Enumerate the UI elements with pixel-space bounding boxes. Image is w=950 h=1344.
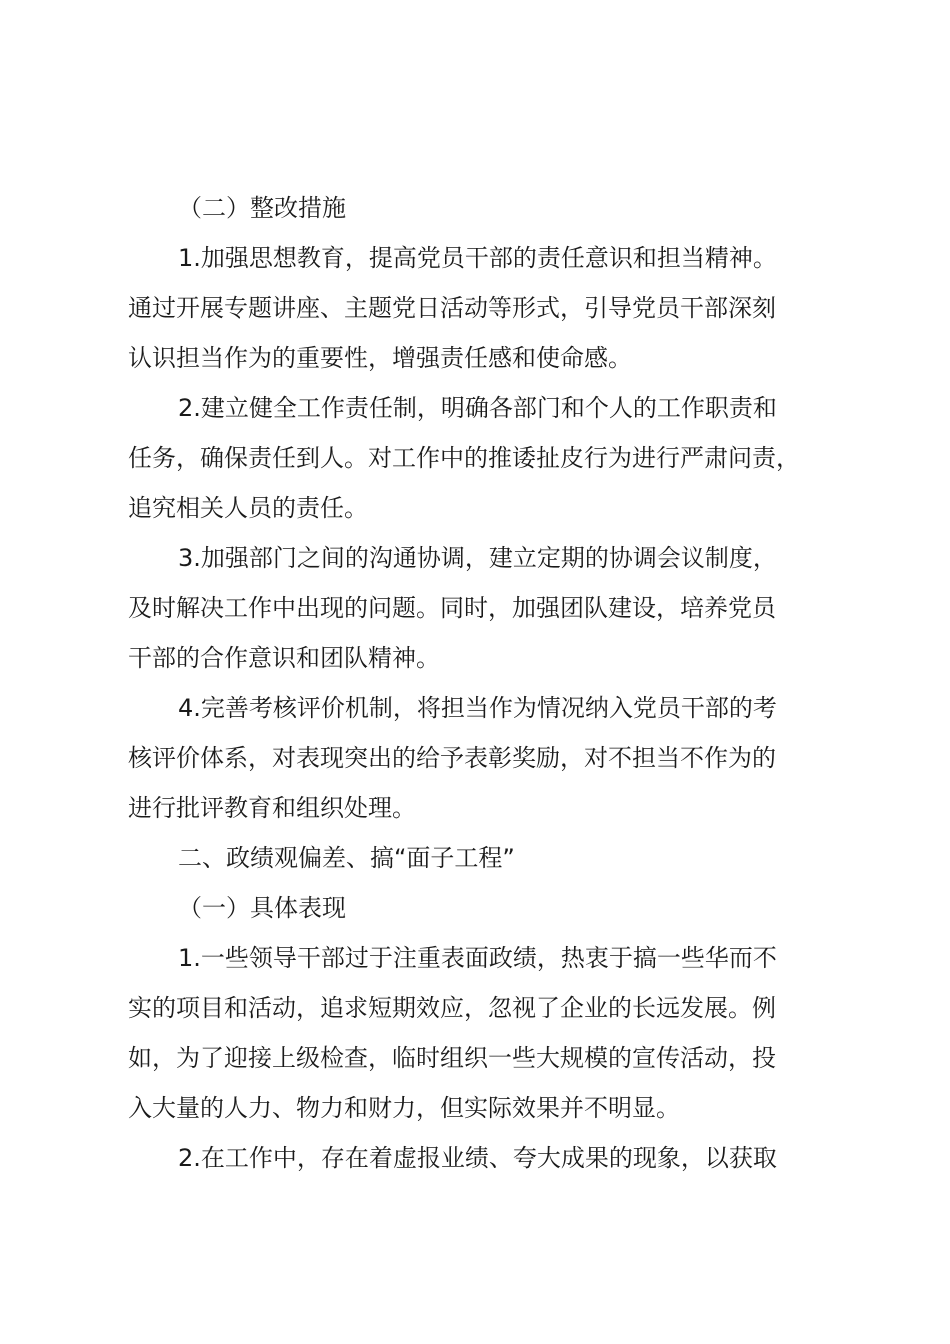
paragraph-line: 1.加强思想教育，提高党员干部的责任意识和担当精神。 — [178, 244, 777, 272]
document-body — [128, 183, 848, 1183]
paragraph-line: 如，为了迎接上级检查，临时组织一些大规模的宣传活动，投 — [128, 1044, 776, 1072]
paragraph-line: 实的项目和活动，追求短期效应，忽视了企业的长远发展。例 — [128, 994, 776, 1022]
paragraph-line: 进行批评教育和组织处理。 — [128, 794, 416, 822]
paragraph-line: 4.完善考核评价机制，将担当作为情况纳入党员干部的考 — [178, 694, 777, 722]
subsection-heading-specific-manifestations: （一）具体表现 — [178, 894, 346, 922]
section-heading-performance-deviation: 二、政绩观偏差、搞“面子工程” — [178, 844, 515, 872]
paragraph-line: 追究相关人员的责任。 — [128, 494, 368, 522]
paragraph-line: 干部的合作意识和团队精神。 — [128, 644, 440, 672]
paragraph-line: 及时解决工作中出现的问题。同时，加强团队建设，培养党员 — [128, 594, 776, 622]
paragraph-line: 认识担当作为的重要性，增强责任感和使命感。 — [128, 344, 632, 372]
paragraph-line: 1.一些领导干部过于注重表面政绩，热衷于搞一些华而不 — [178, 944, 777, 972]
paragraph-line: 任务，确保责任到人。对工作中的推诿扯皮行为进行严肃问责， — [128, 444, 800, 472]
paragraph-line: 3.加强部门之间的沟通协调，建立定期的协调会议制度， — [178, 544, 777, 572]
section-heading-rectification-measures: （二）整改措施 — [178, 194, 346, 222]
paragraph-line: 2.建立健全工作责任制，明确各部门和个人的工作职责和 — [178, 394, 777, 422]
paragraph-line: 核评价体系，对表现突出的给予表彰奖励，对不担当不作为的 — [128, 744, 776, 772]
paragraph-line: 2.在工作中，存在着虚报业绩、夸大成果的现象，以获取 — [178, 1144, 777, 1172]
paragraph-line: 通过开展专题讲座、主题党日活动等形式，引导党员干部深刻 — [128, 294, 776, 322]
paragraph-line: 入大量的人力、物力和财力，但实际效果并不明显。 — [128, 1094, 680, 1122]
